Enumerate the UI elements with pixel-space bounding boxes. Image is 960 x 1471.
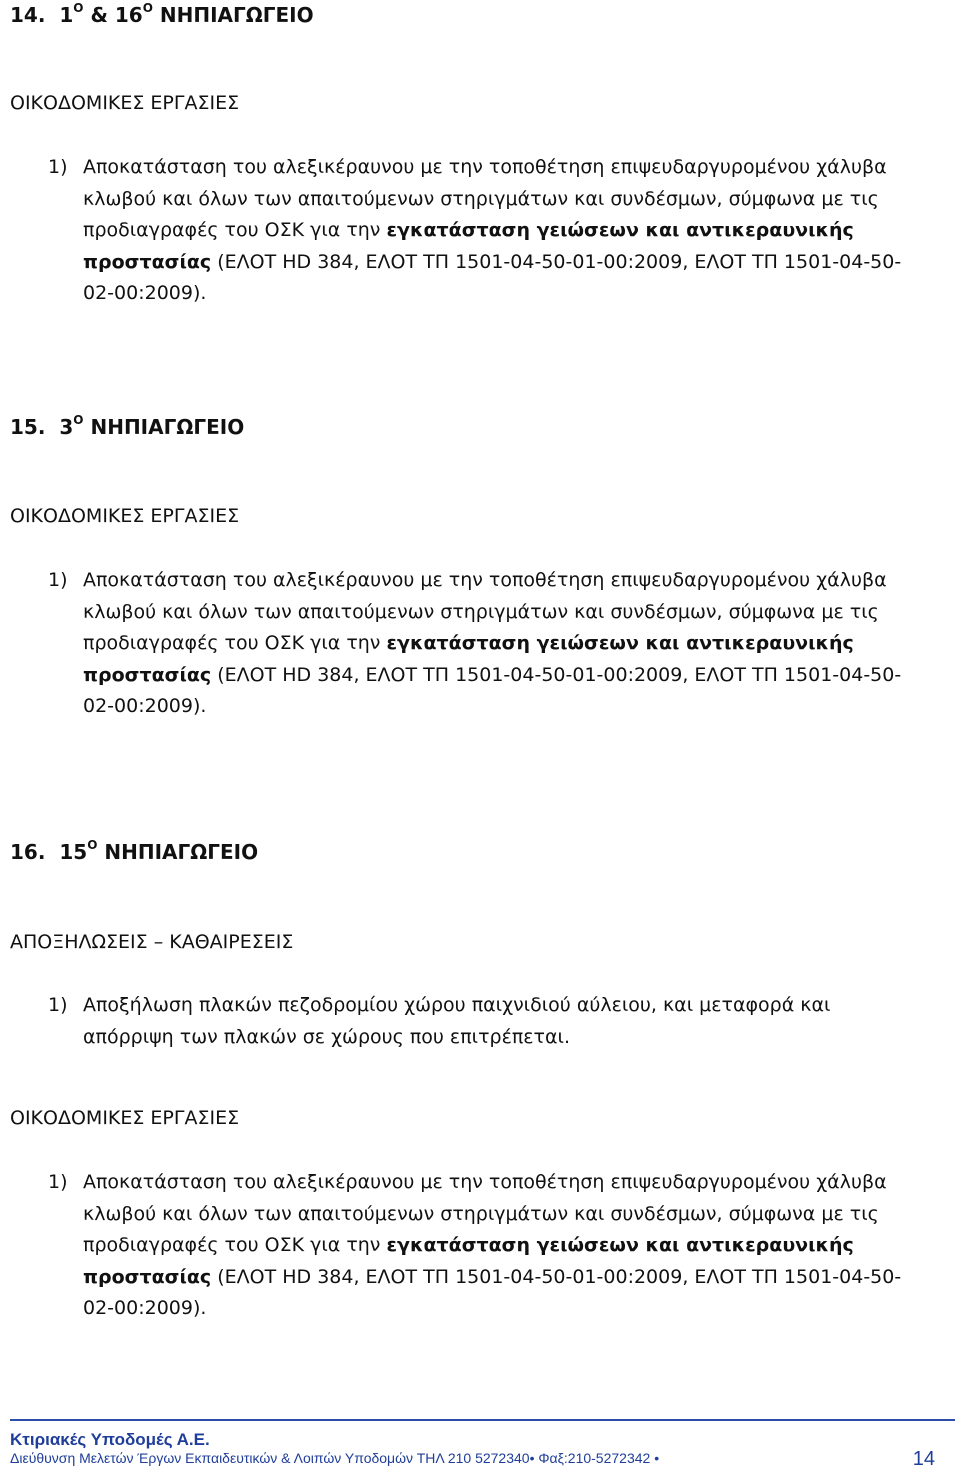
page-number: 14	[912, 1448, 935, 1470]
text-run: (ΕΛΟΤ HD 384, ΕΛΟΤ ΤΠ 1501-04-50-01-00:2009, ΕΛΟΤ ΤΠ 1501-04-50-	[211, 250, 902, 273]
heading-part: ΝΗΠΙΑΓΩΓΕΙΟ	[152, 3, 314, 27]
bold-text: προστασίας	[83, 250, 212, 273]
text-run: (ΕΛΟΤ HD 384, ΕΛΟΤ ΤΠ 1501-04-50-01-00:2009, ΕΛΟΤ ΤΠ 1501-04-50-	[211, 663, 902, 686]
paragraph-line	[83, 628, 901, 660]
footer-company: Κτιριακές Υποδομές Α.Ε.	[10, 1430, 210, 1449]
paragraph-line: κλωβού και όλων των απαιτούμενων στηριγμάτων και συνδέσμων, σύμφωνα με τις	[83, 1202, 879, 1225]
text-run: προδιαγραφές του ΟΣΚ για την	[83, 1234, 387, 1256]
paragraph-line	[83, 247, 901, 279]
item-number: 1)	[48, 156, 68, 178]
item-number: 1)	[48, 569, 68, 591]
paragraph-line: 02-00:2009).	[83, 695, 207, 717]
paragraph-line	[83, 660, 901, 692]
footer-divider	[10, 1419, 955, 1421]
paragraph-line: Αποκατάσταση του αλεξικέραυνου με την τοποθέτηση επιψευδαργυρομένου χάλυβα	[83, 156, 887, 178]
heading-part: 15	[59, 840, 88, 864]
paragraph-line	[83, 1262, 901, 1294]
heading-sup: Ο	[87, 838, 98, 853]
heading-sup: Ο	[73, 413, 84, 428]
footer-address: Διεύθυνση Μελετών Έργων Εκπαιδευτικών & Λοιπών Υποδομών ΤΗΛ 210 5272340• Φαξ:210-5272342 •	[10, 1450, 660, 1466]
text-run: (ΕΛΟΤ HD 384, ΕΛΟΤ ΤΠ 1501-04-50-01-00:2009, ΕΛΟΤ ΤΠ 1501-04-50-	[211, 1265, 902, 1288]
item-number: 1)	[48, 994, 68, 1016]
paragraph-line	[83, 215, 901, 247]
bold-text: προστασίας	[83, 1265, 212, 1288]
category-label: ΟΙΚΟΔΟΜΙΚΕΣ ΕΡΓΑΣΙΕΣ	[10, 1107, 240, 1129]
paragraph-line: 02-00:2009).	[83, 282, 207, 304]
bold-text: εγκατάσταση γειώσεων και αντικεραυνικής	[386, 1234, 854, 1256]
paragraph-line: Αποκατάσταση του αλεξικέραυνου με την τοποθέτηση επιψευδαργυρομένου χάλυβα	[83, 569, 887, 591]
paragraph-line: κλωβού και όλων των απαιτούμενων στηριγμάτων και συνδέσμων, σύμφωνα με τις	[83, 187, 879, 210]
item-paragraph	[83, 565, 901, 723]
item-number: 1)	[48, 1171, 68, 1193]
heading-part: ΝΗΠΙΑΓΩΓΕΙΟ	[97, 840, 259, 864]
heading-part: ΝΗΠΙΑΓΩΓΕΙΟ	[83, 415, 245, 439]
category-label: ΟΙΚΟΔΟΜΙΚΕΣ ΕΡΓΑΣΙΕΣ	[10, 505, 240, 527]
section-heading	[10, 3, 314, 27]
section-heading	[10, 840, 258, 864]
heading-part: & 16	[83, 3, 143, 27]
section-number: 14.	[10, 3, 46, 27]
text-run: προδιαγραφές του ΟΣΚ για την	[83, 219, 387, 241]
section-number: 16.	[10, 840, 46, 864]
heading-part: 1	[59, 3, 74, 27]
item-paragraph	[83, 1167, 901, 1325]
paragraph-line: 02-00:2009).	[83, 1297, 207, 1319]
bold-text: εγκατάσταση γειώσεων και αντικεραυνικής	[386, 632, 854, 654]
item-paragraph	[83, 990, 830, 1053]
paragraph-line	[83, 1230, 901, 1262]
category-label: ΑΠΟΞΗΛΩΣΕΙΣ – ΚΑΘΑΙΡΕΣΕΙΣ	[10, 931, 294, 953]
paragraph-line: Αποκατάσταση του αλεξικέραυνου με την τοποθέτηση επιψευδαργυρομένου χάλυβα	[83, 1171, 887, 1193]
paragraph-line: Αποξήλωση πλακών πεζοδρομίου χώρου παιχνιδιού αύλειου, και μεταφορά και	[83, 994, 831, 1016]
heading-sup: Ο	[142, 1, 153, 16]
text-run: προδιαγραφές του ΟΣΚ για την	[83, 632, 387, 654]
heading-part: 3	[59, 415, 74, 439]
section-heading	[10, 415, 244, 439]
item-paragraph	[83, 152, 901, 310]
paragraph-line: απόρριψη των πλακών σε χώρους που επιτρέπεται.	[83, 1025, 570, 1048]
category-label: ΟΙΚΟΔΟΜΙΚΕΣ ΕΡΓΑΣΙΕΣ	[10, 92, 240, 114]
heading-sup: Ο	[73, 1, 84, 16]
section-number: 15.	[10, 415, 46, 439]
paragraph-line: κλωβού και όλων των απαιτούμενων στηριγμάτων και συνδέσμων, σύμφωνα με τις	[83, 600, 879, 623]
bold-text: εγκατάσταση γειώσεων και αντικεραυνικής	[386, 219, 854, 241]
bold-text: προστασίας	[83, 663, 212, 686]
